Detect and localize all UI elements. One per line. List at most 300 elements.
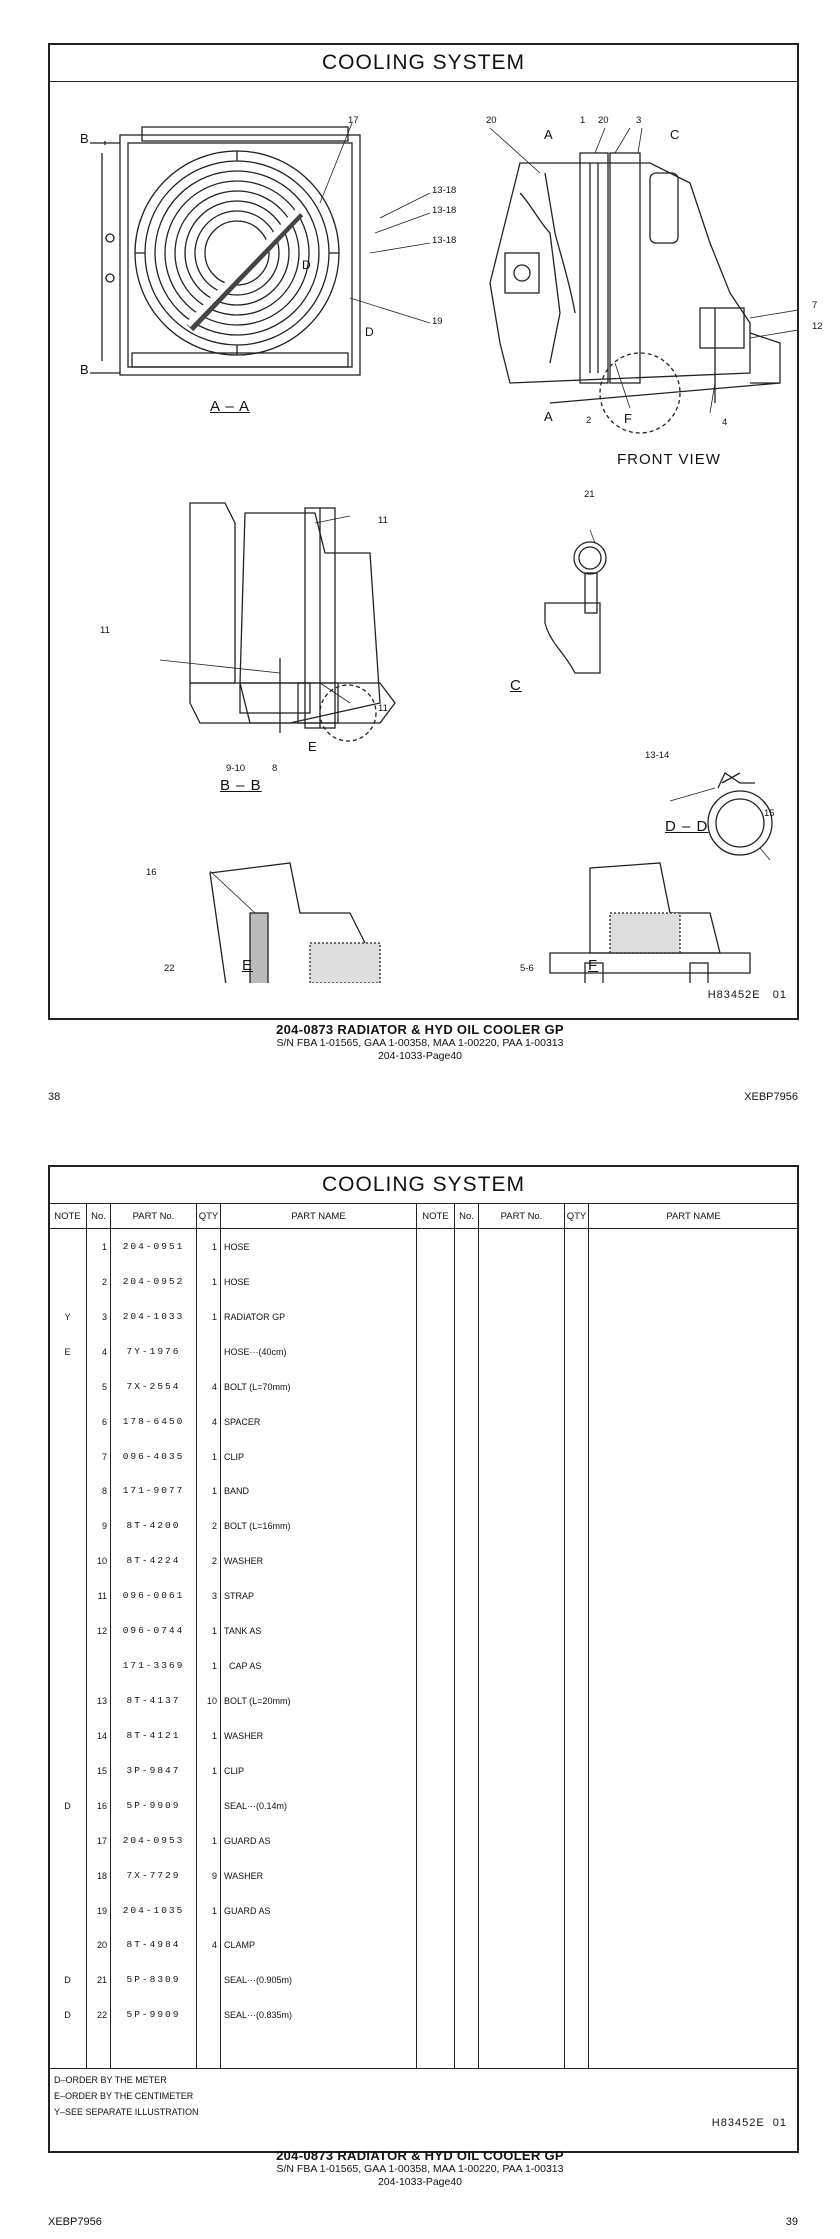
cell-part-no: 7Y-1976 [111,1335,197,1370]
cell-empty [565,1439,589,1474]
cell-empty [565,1858,589,1893]
cell-empty [479,1265,565,1300]
cell-part-no: 204-1035 [111,1893,197,1928]
cell-empty [455,1719,479,1754]
cell-empty [565,1544,589,1579]
illustration-ref: H83452E 01 [711,2117,787,2129]
cell-empty [455,1963,479,1998]
callout-13-14: 13-14 [645,750,670,761]
caption-serials-top: S/N FBA 1-01565, GAA 1-00358, MAA 1-00220, PAA 1-00313 [276,1037,564,1049]
cell-empty [417,1544,455,1579]
callout-15: 15 [764,808,775,819]
cell-part-name: CLIP [221,1754,417,1789]
table-row [49,1754,799,1789]
cell-note [49,1579,87,1614]
cell-part-name: SEAL···(0.835m) [221,1998,417,2033]
cell-note [49,1439,87,1474]
cell-empty [455,1824,479,1859]
header-part-no-2: PART No. [479,1204,565,1229]
cell-qty: 1 [197,1893,221,1928]
cell-empty [589,1509,799,1544]
cell-part-no: 204-1033 [111,1300,197,1335]
cell-note: D [49,1789,87,1824]
table-row [49,1858,799,1893]
cell-part-name: CLAMP [221,1928,417,1963]
cell-empty [417,1579,455,1614]
cell-empty [479,1824,565,1859]
cell-qty: 1 [197,1614,221,1649]
cell-qty [197,1998,221,2033]
cell-empty [417,1474,455,1509]
cell-note [49,1928,87,1963]
caption-title-bottom: 204-0873 RADIATOR & HYD OIL COOLER GP [276,2148,564,2163]
cell-empty [417,1229,455,1265]
table-row [49,1649,799,1684]
cell-empty [565,1963,589,1998]
table-row [49,1544,799,1579]
cell-no: 10 [87,1544,111,1579]
callout-16: 16 [146,867,157,878]
table-row [49,1719,799,1754]
header-note-2: NOTE [417,1204,455,1229]
cell-empty [479,1789,565,1824]
cell-qty: 1 [197,1474,221,1509]
cell-note [49,1719,87,1754]
cell-empty [589,1789,799,1824]
callout-b-bottom: B [80,362,89,377]
cell-empty [455,1474,479,1509]
cell-empty [589,1824,799,1859]
cell-empty [455,1754,479,1789]
note-d: D–ORDER BY THE METER [54,2075,167,2085]
cell-no: 11 [87,1579,111,1614]
cell-qty: 1 [197,1265,221,1300]
table-row [49,1998,799,2033]
cell-part-name: STRAP [221,1579,417,1614]
cell-empty [455,1614,479,1649]
cell-part-name: WASHER [221,1858,417,1893]
cell-part-name: SPACER [221,1404,417,1439]
cell-empty [589,1614,799,1649]
table-row [49,1265,799,1300]
cell-qty [197,1789,221,1824]
cell-note [49,1509,87,1544]
header-part-no: PART No. [111,1204,197,1229]
callout-7: 7 [812,300,818,311]
cell-empty [455,1509,479,1544]
cell-part-name: TANK AS [221,1614,417,1649]
cell-empty [417,1265,455,1300]
parts-table [48,1203,799,2068]
cell-part-no: 204-0953 [111,1824,197,1859]
table-row [49,1614,799,1649]
cell-empty [565,1335,589,1370]
cell-empty [589,1649,799,1684]
view-f-drawing [550,863,750,983]
table-row [49,1404,799,1439]
cell-no: 2 [87,1265,111,1300]
cell-empty [565,1509,589,1544]
cell-no: 20 [87,1928,111,1963]
doc-code-bottom: XEBP7956 [48,2216,102,2228]
table-row [49,1789,799,1824]
exploded-parts-drawing [50,83,797,983]
cell-qty: 2 [197,1544,221,1579]
cell-part-no: 204-0952 [111,1265,197,1300]
caption-title-top: 204-0873 RADIATOR & HYD OIL COOLER GP [276,1022,564,1037]
cell-no: 4 [87,1335,111,1370]
cell-part-name: HOSE···(40cm) [221,1335,417,1370]
cell-empty [455,1893,479,1928]
cell-empty [589,1719,799,1754]
cell-empty [455,1300,479,1335]
cell-qty: 1 [197,1824,221,1859]
cell-qty: 1 [197,1439,221,1474]
cell-empty [455,1544,479,1579]
view-front-drawing [490,153,780,433]
cell-part-name: BOLT (L=70mm) [221,1370,417,1405]
cell-empty [589,1928,799,1963]
callout-1: 1 [580,115,586,126]
cell-empty [455,1229,479,1265]
cell-empty [455,1335,479,1370]
cell-empty [565,1684,589,1719]
callout-9-10: 9-10 [226,763,246,774]
callout-11-a: 11 [378,515,388,526]
cell-no: 8 [87,1474,111,1509]
cell-empty [565,1474,589,1509]
cell-empty [589,2033,799,2068]
header-qty: QTY [197,1204,221,1229]
cell-part-no: 8T-4137 [111,1684,197,1719]
cell-note [49,1649,87,1684]
cell-empty [565,1928,589,1963]
cell-empty [479,1719,565,1754]
cell-empty [479,1404,565,1439]
table-row [49,1963,799,1998]
cell-empty [479,1684,565,1719]
view-label-dd: D – D [665,818,709,835]
callout-4: 4 [722,417,728,428]
table-row [49,1824,799,1859]
cell-note [49,1544,87,1579]
notes-divider [50,2068,797,2069]
cell-empty [417,1998,455,2033]
cell-no: 22 [87,1998,111,2033]
cell-empty [417,1963,455,1998]
cell-empty [455,1265,479,1300]
note-y: Y–SEE SEPARATE ILLUSTRATION [54,2107,199,2117]
cell-empty [417,1404,455,1439]
cell-part-no: 096-0061 [111,1579,197,1614]
cell-part-name: CLIP [221,1439,417,1474]
cell-part-no: 8T-4224 [111,1544,197,1579]
cell-qty: 3 [197,1579,221,1614]
callout-20-b: 20 [598,115,609,126]
callout-b-top: B [80,131,89,146]
cell-empty [417,1335,455,1370]
cell-empty [479,1300,565,1335]
caption-page-ref-top: 204-1033-Page40 [377,1050,463,1062]
table-row [49,1928,799,1963]
cell-note [49,1684,87,1719]
view-label-front: FRONT VIEW [617,451,721,468]
cell-empty [479,1649,565,1684]
callout-d-2: D [365,325,374,339]
table-row [49,1684,799,1719]
cell-empty [479,1614,565,1649]
cell-empty [455,1649,479,1684]
parts-list-title: COOLING SYSTEM [321,1173,526,1196]
table-row [49,1509,799,1544]
table-row [49,1370,799,1405]
cell-qty [197,1963,221,1998]
cell-no: 15 [87,1754,111,1789]
cell-empty [479,1474,565,1509]
cell-empty [589,1335,799,1370]
cell-part-no: 5P-9909 [111,1789,197,1824]
parts-table-header [49,1204,799,1229]
cell-empty [417,1858,455,1893]
cell-empty [455,1370,479,1405]
cell-empty [565,1824,589,1859]
cell-empty [589,1579,799,1614]
view-label-bb: B – B [220,777,262,794]
cell-empty [455,1858,479,1893]
cell-empty [479,1963,565,1998]
table-row [49,1893,799,1928]
cell-empty [455,1789,479,1824]
illustration-id: H83452E 01 [707,989,787,1001]
callout-13-18-c: 13-18 [432,235,457,246]
cell-note [49,1754,87,1789]
cell-empty [455,1404,479,1439]
header-qty-2: QTY [565,1204,589,1229]
cell-part-no: 5P-8309 [111,1963,197,1998]
cell-part-no: 5P-9909 [111,1998,197,2033]
cell-empty [565,1789,589,1824]
cell-empty [221,2033,417,2068]
cell-empty [417,1719,455,1754]
header-part-name: PART NAME [221,1204,417,1229]
cell-empty [565,1893,589,1928]
cell-empty [479,1370,565,1405]
cell-part-name: CAP AS [221,1649,417,1684]
callout-21: 21 [584,489,595,500]
cell-empty [589,1754,799,1789]
callout-e: E [308,739,317,754]
page-number-right: 39 [785,2216,798,2228]
cell-empty [417,1789,455,1824]
cell-empty [479,1509,565,1544]
cell-part-name: SEAL···(0.14m) [221,1789,417,1824]
cell-no: 19 [87,1893,111,1928]
cell-part-name: BOLT (L=16mm) [221,1509,417,1544]
cell-empty [417,2033,455,2068]
cell-qty: 4 [197,1370,221,1405]
cell-empty [565,2033,589,2068]
cell-note [49,1229,87,1265]
cell-note [49,1824,87,1859]
cell-empty [589,1370,799,1405]
cell-empty [455,1579,479,1614]
table-row [49,1300,799,1335]
cell-empty [565,1998,589,2033]
notes-list [54,2072,199,2120]
cell-no: 14 [87,1719,111,1754]
cell-part-no: 8T-4984 [111,1928,197,1963]
cell-qty: 1 [197,1300,221,1335]
callout-8: 8 [272,763,278,774]
cell-part-name: BOLT (L=20mm) [221,1684,417,1719]
callout-a-top: A [544,127,553,142]
view-label-c: C [510,677,522,694]
cell-empty [589,1229,799,1265]
cell-note: D [49,1998,87,2033]
cell-empty [589,1684,799,1719]
title-divider [50,81,797,82]
callout-a-bottom: A [544,409,553,424]
cell-qty [197,1335,221,1370]
cell-empty [455,1998,479,2033]
cell-empty [49,2033,87,2068]
table-row [49,1579,799,1614]
cell-no: 1 [87,1229,111,1265]
callout-17: 17 [348,115,359,126]
page-title: COOLING SYSTEM [321,51,526,74]
cell-part-no: 8T-4121 [111,1719,197,1754]
cell-empty [565,1370,589,1405]
doc-code-top: XEBP7956 [744,1091,798,1103]
callout-2: 2 [586,415,592,426]
cell-qty: 1 [197,1229,221,1265]
cell-qty: 1 [197,1649,221,1684]
cell-empty [565,1404,589,1439]
cell-qty: 1 [197,1719,221,1754]
cell-part-name: GUARD AS [221,1893,417,1928]
cell-empty [589,1404,799,1439]
cell-part-name: WASHER [221,1544,417,1579]
note-e: E–ORDER BY THE CENTIMETER [54,2091,194,2101]
cell-qty: 10 [197,1684,221,1719]
cell-empty [417,1370,455,1405]
view-c-drawing [545,542,606,673]
cell-no: 13 [87,1684,111,1719]
cell-part-name: RADIATOR GP [221,1300,417,1335]
cell-part-no: 7X-7729 [111,1858,197,1893]
cell-empty [417,1649,455,1684]
cell-no: 16 [87,1789,111,1824]
cell-note [49,1370,87,1405]
cell-note: D [49,1963,87,1998]
cell-empty [417,1824,455,1859]
cell-part-no: 3P-9847 [111,1754,197,1789]
cell-qty: 9 [197,1858,221,1893]
cell-part-no: 096-0744 [111,1614,197,1649]
cell-empty [479,1893,565,1928]
cell-empty [479,1858,565,1893]
cell-empty [565,1265,589,1300]
view-dd-drawing [708,773,772,855]
cell-empty [197,2033,221,2068]
cell-empty [455,1928,479,1963]
cell-empty [565,1229,589,1265]
view-aa-drawing [90,127,360,375]
cell-part-no: 204-0951 [111,1229,197,1265]
caption-page-ref-bottom: 204-1033-Page40 [377,2176,463,2188]
cell-empty [479,1229,565,1265]
cell-part-no: 171-9077 [111,1474,197,1509]
cell-no: 9 [87,1509,111,1544]
cell-no: 21 [87,1963,111,1998]
cell-empty [479,1754,565,1789]
callout-f: F [624,411,632,426]
table-row [49,1335,799,1370]
callout-22: 22 [164,963,175,974]
cell-qty: 4 [197,1928,221,1963]
cell-empty [589,1439,799,1474]
header-part-name-2: PART NAME [589,1204,799,1229]
cell-note [49,1614,87,1649]
cell-empty [589,1544,799,1579]
header-no: No. [87,1204,111,1229]
cell-empty [479,1998,565,2033]
cell-empty [479,1439,565,1474]
table-row [49,1229,799,1265]
callout-20-a: 20 [486,115,497,126]
cell-part-name: BAND [221,1474,417,1509]
cell-no: 18 [87,1858,111,1893]
callout-c: C [670,127,680,142]
cell-empty [111,2033,197,2068]
cell-empty [417,1754,455,1789]
cell-no: 7 [87,1439,111,1474]
illustration-frame [48,43,823,1020]
callout-3: 3 [636,115,642,126]
cell-empty [417,1300,455,1335]
cell-note: E [49,1335,87,1370]
cell-empty [589,1893,799,1928]
cell-empty [87,2033,111,2068]
cell-no: 5 [87,1370,111,1405]
callout-11-c: 11 [378,703,388,714]
cell-empty [479,2033,565,2068]
cell-empty [589,1300,799,1335]
callout-13-18-a: 13-18 [432,185,457,196]
callout-13-18-b: 13-18 [432,205,457,216]
cell-empty [417,1684,455,1719]
view-bb-drawing [190,503,395,741]
parts-list-frame [48,1165,799,2153]
cell-part-name: HOSE [221,1229,417,1265]
cell-empty [479,1579,565,1614]
cell-qty: 1 [197,1754,221,1789]
view-label-f: F [588,957,599,974]
cell-empty [565,1649,589,1684]
cell-empty [479,1928,565,1963]
cell-note [49,1404,87,1439]
cell-part-name: SEAL···(0.905m) [221,1963,417,1998]
view-label-aa: A – A [210,398,251,415]
cell-part-no: 178-6450 [111,1404,197,1439]
cell-empty [565,1754,589,1789]
callout-19: 19 [432,316,443,327]
header-note: NOTE [49,1204,87,1229]
cell-empty [565,1300,589,1335]
cell-note [49,1858,87,1893]
cell-part-no: 8T-4200 [111,1509,197,1544]
cell-empty [417,1614,455,1649]
